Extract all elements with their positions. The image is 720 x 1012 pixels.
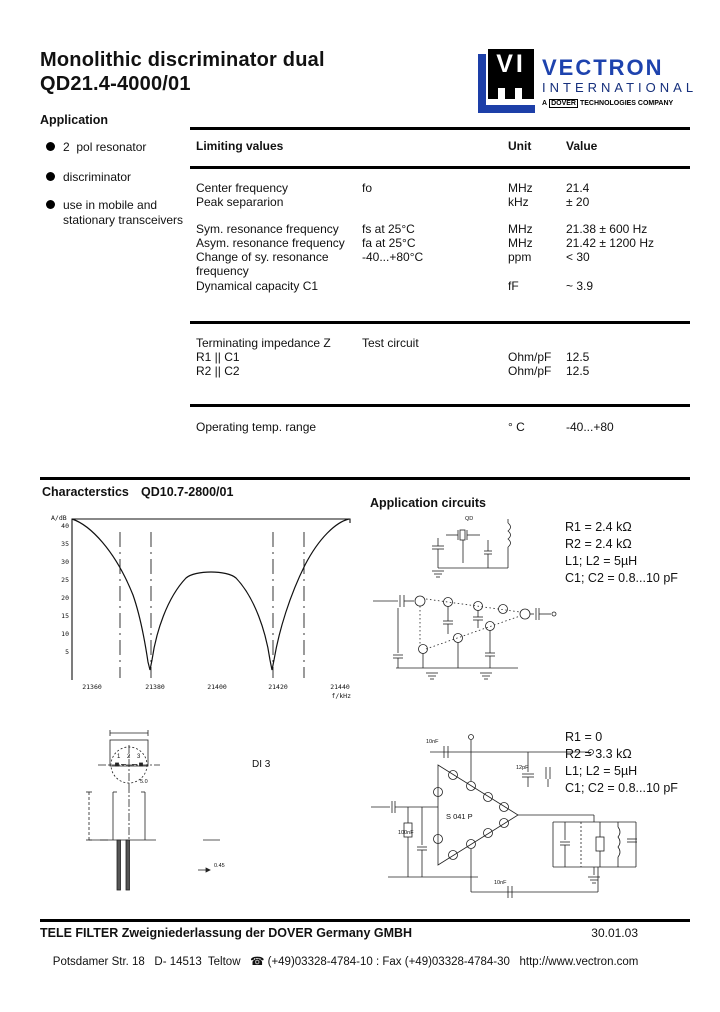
title-line1: Monolithic discriminator dual xyxy=(40,49,325,71)
param: Terminating impedance Z xyxy=(196,336,331,350)
pin-number: 1 xyxy=(117,754,121,760)
value-line: L1; L2 = 5µH xyxy=(565,554,638,568)
value-line: C1; C2 = 0.8...10 pF xyxy=(565,781,678,795)
bullet-icon xyxy=(46,200,55,209)
table-rule xyxy=(190,404,690,407)
value: ~ 3.9 xyxy=(566,279,594,293)
logo-tagline xyxy=(542,99,673,108)
symbol: fo xyxy=(362,181,373,195)
y-tick: 40 xyxy=(61,522,69,530)
value: ± 20 xyxy=(566,195,590,209)
ic-label: S 041 P xyxy=(446,812,473,821)
x-tick: 21380 xyxy=(145,683,165,691)
component-label: 10nF xyxy=(494,880,507,886)
unit: fF xyxy=(508,279,519,293)
y-tick: 25 xyxy=(61,576,69,584)
footer-url: http://www.vectron.com xyxy=(519,956,639,968)
value-line: L1; L2 = 5µH xyxy=(565,764,638,778)
value: 12.5 xyxy=(566,364,590,378)
footer-rule xyxy=(40,919,690,922)
logo-vi-text: VI xyxy=(496,50,526,78)
table-row xyxy=(190,250,690,280)
value-line: R1 = 2.4 kΩ xyxy=(565,520,632,534)
y-tick: 5 xyxy=(65,648,69,656)
x-tick: 21420 xyxy=(268,683,288,691)
unit: MHz xyxy=(508,181,533,195)
dimension-label: 5.0 xyxy=(140,779,148,785)
application-circuits-heading: Application circuits xyxy=(370,496,486,510)
application-item: use in mobile and stationary transceivers xyxy=(63,198,184,227)
table-rule xyxy=(190,166,690,169)
unit: MHz xyxy=(508,236,533,250)
symbol: -40...+80°C xyxy=(362,250,424,264)
y-tick: 35 xyxy=(61,540,69,548)
dimension-label: 0.45 xyxy=(214,863,225,869)
table-row xyxy=(190,279,690,295)
component-label: 100nF xyxy=(398,830,414,836)
unit: kHz xyxy=(508,195,529,209)
param: Center frequency xyxy=(196,181,289,195)
value: 21.42 ± 1200 Hz xyxy=(566,236,654,250)
footer-phone-fax: (+49)03328-4784-10 : Fax (+49)03328-4784-30 xyxy=(264,956,520,968)
bullet-icon xyxy=(46,142,55,151)
component-label: 10nF xyxy=(426,739,439,745)
logo-brand-text: VECTRON xyxy=(542,55,664,80)
param: Operating temp. range xyxy=(196,420,317,434)
table-rule-top xyxy=(190,127,690,130)
table-header-row xyxy=(190,139,690,155)
attenuation-chart xyxy=(45,510,357,702)
application-circuit-1 xyxy=(368,513,560,691)
application-item: 2 pol resonator xyxy=(63,140,147,154)
value-line: R2 = 3.3 kΩ xyxy=(565,747,632,761)
value: < 30 xyxy=(566,250,590,264)
x-axis-title: f/kHz xyxy=(331,692,351,700)
param: Peak separarion xyxy=(196,195,284,209)
unit: Ohm/pF xyxy=(508,350,552,364)
circuit2-values xyxy=(565,729,678,797)
y-tick: 20 xyxy=(61,594,69,602)
table-row xyxy=(190,420,690,436)
param: Change of sy. resonance frequency xyxy=(196,250,329,278)
unit: Ohm/pF xyxy=(508,364,552,378)
phone-icon: ☎ xyxy=(250,956,265,968)
bullet-icon xyxy=(46,172,55,181)
application-item: discriminator xyxy=(63,170,132,184)
footer-address: Potsdamer Str. 18 D- 14513 Teltow xyxy=(52,956,251,968)
y-axis-title: A/dB xyxy=(51,514,67,522)
tagline-a: A xyxy=(542,100,548,107)
param: R2 || C2 xyxy=(196,364,240,378)
pin-number: 3 xyxy=(137,754,141,760)
application-heading: Application xyxy=(40,113,109,127)
param: Sym. resonance frequency xyxy=(196,222,339,236)
value-line: R1 = 0 xyxy=(565,730,603,744)
page-title xyxy=(40,48,325,96)
table-row xyxy=(190,195,690,211)
tagline-rest: TECHNOLOGIES COMPANY xyxy=(579,100,674,107)
y-tick: 10 xyxy=(61,630,69,638)
symbol: fs at 25°C xyxy=(362,222,415,236)
circuit1-values xyxy=(565,519,678,587)
x-tick: 21400 xyxy=(207,683,227,691)
value: 12.5 xyxy=(566,350,590,364)
logo-international-text: INTERNATIONAL xyxy=(542,80,698,95)
x-tick: 21440 xyxy=(330,683,350,691)
chart-axes xyxy=(72,519,350,680)
value: 21.38 ± 600 Hz xyxy=(566,222,648,236)
pin-number: 2 xyxy=(127,754,131,760)
param: R1 || C1 xyxy=(196,350,240,364)
attenuation-curve xyxy=(72,519,349,670)
footer-address-line xyxy=(40,942,638,980)
logo-pin-notch xyxy=(498,88,505,99)
component-label: 12pF xyxy=(516,765,529,771)
table-rule xyxy=(190,321,690,324)
x-tick: 21360 xyxy=(82,683,102,691)
param: Asym. resonance frequency xyxy=(196,236,345,250)
param: Dynamical capacity C1 xyxy=(196,279,319,293)
symbol: fa at 25°C xyxy=(362,236,416,250)
title-line2: QD21.4-4000/01 xyxy=(40,73,191,95)
value-line: R2 = 2.4 kΩ xyxy=(565,537,632,551)
y-tick: 15 xyxy=(61,612,69,620)
unit: ° C xyxy=(508,420,525,434)
section-rule xyxy=(40,477,690,480)
value: 21.4 xyxy=(566,181,590,195)
qd-label: QD xyxy=(465,516,474,522)
characteristics-part-number: QD10.7-2800/01 xyxy=(141,485,234,499)
value: -40...+80 xyxy=(566,420,614,434)
unit: MHz xyxy=(508,222,533,236)
footer-date: 30.01.03 xyxy=(591,926,638,940)
package-outline-drawing xyxy=(80,725,342,897)
table-row xyxy=(190,364,690,380)
characteristics-heading: Characterstics xyxy=(42,485,129,499)
value-line: C1; C2 = 0.8...10 pF xyxy=(565,571,678,585)
footer-company: TELE FILTER Zweigniederlassung der DOVER Germany GMBH xyxy=(40,926,413,940)
tagline-dover-box: DOVER xyxy=(551,100,576,107)
col-limiting-values: Limiting values xyxy=(196,139,284,153)
symbol: Test circuit xyxy=(362,336,419,350)
col-unit: Unit xyxy=(508,139,532,153)
y-tick: 30 xyxy=(61,558,69,566)
col-value: Value xyxy=(566,139,598,153)
watermark-text: DI 3 xyxy=(252,759,271,770)
vectron-logo xyxy=(478,49,698,115)
unit: ppm xyxy=(508,250,532,264)
logo-pin-notch xyxy=(515,88,522,99)
